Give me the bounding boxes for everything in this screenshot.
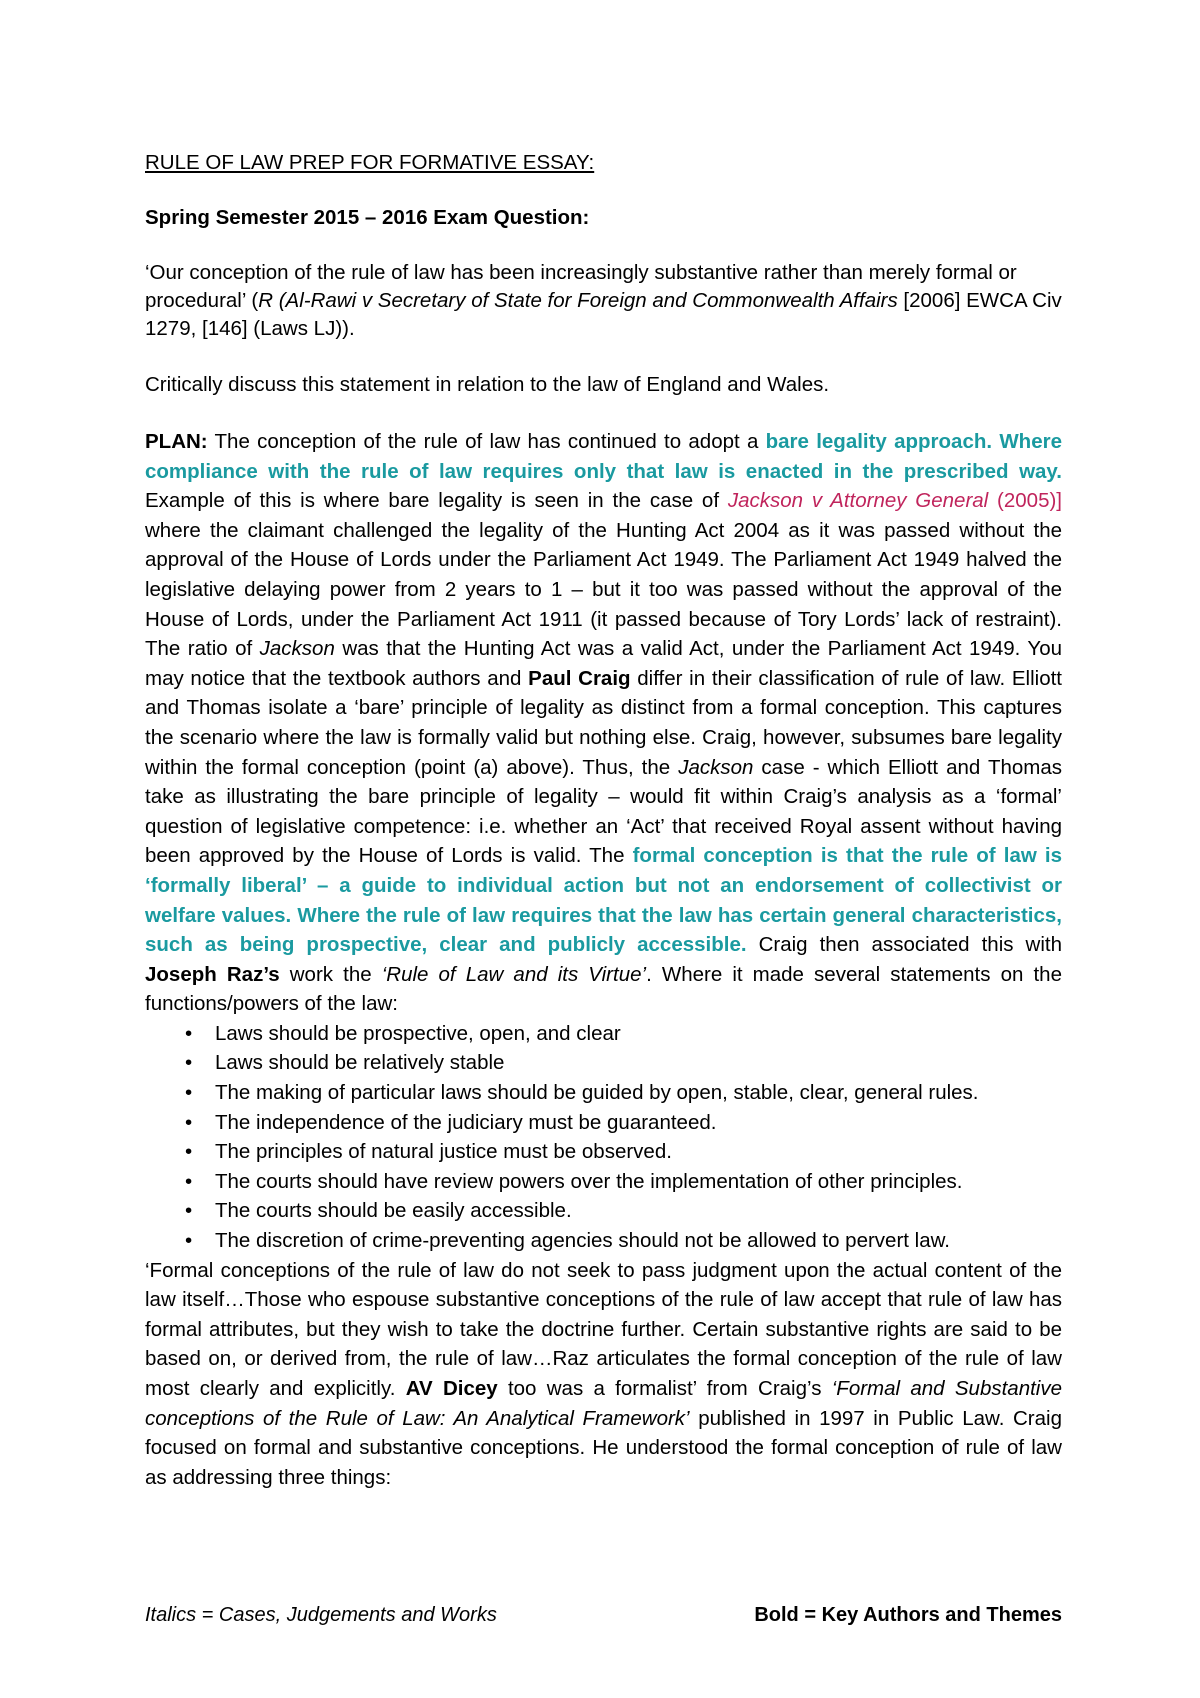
document-title: RULE OF LAW PREP FOR FORMATIVE ESSAY: <box>145 151 595 174</box>
list-item: • The making of particular laws should be guided by open, stable, clear, general rules. <box>185 1078 1062 1108</box>
closing-text: too was a formalist’ from Craig’s <box>497 1377 832 1400</box>
plan-text: differ in their classification of rule of law. Elliott and Thomas isolate a ‘bare’ principle of legality as distinct from a formal conception. This captures the scenario where the law is formally valid but nothing else. Craig, however, subsumes bare legality within the formal conception (point (a) above). Thus, the <box>145 666 1063 779</box>
page-footer <box>145 1604 1062 1627</box>
plan-paragraph <box>145 427 1062 1019</box>
closing-text: published in 1997 in Public Law. Craig focused on formal and substantive conceptions. He understood the formal conception of rule of law as addressing three things: <box>145 1406 1062 1489</box>
exam-question-heading: Spring Semester 2015 – 2016 Exam Question: <box>145 206 590 229</box>
exam-question <box>145 259 1062 343</box>
plan-text: The conception of the rule of law has continued to adopt a <box>207 430 766 453</box>
question-case: R (Al-Rawi v Secretary of State for Foreign and Commonwealth Affairs <box>258 289 898 312</box>
case-jackson-ref: Jackson <box>678 755 754 779</box>
case-jackson-ref: Jackson <box>259 637 335 661</box>
highlight-formal-conception: formal conception is that the rule of law is ‘formally liberal’ – a guide to individual action but not an endorsement of collectivist or welfare values. Where the rule of law requires that the law has certain general characteristics, such as being prospective, clear and publicly accessible. <box>145 844 1062 957</box>
closing-text: ‘Formal conceptions of the rule of law do not seek to pass judgment upon the actual content of the law itself…Those who espouse substantive conceptions of the rule of law accept that rule of law has formal attributes, but they wish to take the doctrine further. Certain substantive rights are said to be based on, or derived from, the rule of law…Raz articulates the formal conception of the rule of law most clearly and explicitly. <box>145 1258 1062 1400</box>
list-item: • The principles of natural justice must be observed. <box>185 1137 1062 1167</box>
author-paul-craig: Paul Craig <box>528 666 631 690</box>
raz-principles-list <box>145 1019 1062 1256</box>
list-item: • Laws should be relatively stable <box>185 1048 1062 1078</box>
work-rule-of-law-virtue: ‘Rule of Law and its Virtue’ <box>381 962 647 986</box>
list-item: • The independence of the judiciary must be guaranteed. <box>185 1108 1062 1138</box>
question-quote: ‘Our conception of the rule of law has been increasingly substantive rather than merely formal or procedural’ ( <box>145 261 1017 312</box>
plan-label: PLAN: <box>145 430 208 453</box>
author-joseph-raz: Joseph Raz’s <box>145 962 280 986</box>
plan-text: was that the Hunting Act was a valid Act, under the Parliament Act 1949. You may notice that the textbook authors and <box>145 637 1063 690</box>
case-jackson-year: (2005)] <box>988 489 1062 513</box>
highlight-bare-legality: bare legality approach. Where compliance with the rule of law requires only that law is enacted in the prescribed way. <box>145 430 1062 483</box>
plan-text: Example of this is where bare legality is seen in the case of <box>145 489 728 513</box>
work-craig-framework: ‘Formal and Substantive conceptions of the Rule of Law: An Analytical Framework’ <box>145 1377 1063 1430</box>
plan-text: Craig then associated this with <box>746 933 1062 957</box>
footer-legend-bold: Bold = Key Authors and Themes <box>754 1604 1062 1626</box>
exam-instruction: Critically discuss this statement in relation to the law of England and Wales. <box>145 373 830 396</box>
list-item: • The courts should be easily accessible. <box>185 1196 1062 1226</box>
list-item: • The courts should have review powers over the implementation of other principles. <box>185 1167 1062 1197</box>
list-item: • The discretion of crime-preventing agencies should not be allowed to pervert law. <box>185 1226 1062 1256</box>
closing-paragraph <box>145 1256 1062 1493</box>
author-av-dicey: AV Dicey <box>405 1377 498 1400</box>
plan-text: case - which Elliott and Thomas take as illustrating the bare principle of legality – would fit within Craig’s analysis as a ‘formal’ question of legislative competence: i.e. whether an ‘Act’ that received Royal assent without having been approved by the House of Lords is valid. The <box>145 755 1062 868</box>
list-item: • Laws should be prospective, open, and clear <box>185 1019 1062 1049</box>
plan-text: . Where it made several statements on the functions/powers of the law: <box>145 962 1062 1016</box>
document-page <box>145 150 1062 1492</box>
footer-legend-italics: Italics = Cases, Judgements and Works <box>145 1604 497 1626</box>
question-citation: [2006] EWCA Civ 1279, [146] (Laws LJ)). <box>145 289 1062 340</box>
plan-text: where the claimant challenged the legality of the Hunting Act 2004 as it was passed without the approval of the House of Lords under the Parliament Act 1949. The Parliament Act 1949 halved the legislative delaying power from 2 years to 1 – but it too was passed without the approval of the House of Lords, under the Parliament Act 1911 (it passed because of Tory Lords’ lack of restraint). The ratio of <box>145 518 1062 661</box>
plan-text: work the <box>279 962 382 986</box>
case-jackson: Jackson v Attorney General <box>727 489 989 513</box>
